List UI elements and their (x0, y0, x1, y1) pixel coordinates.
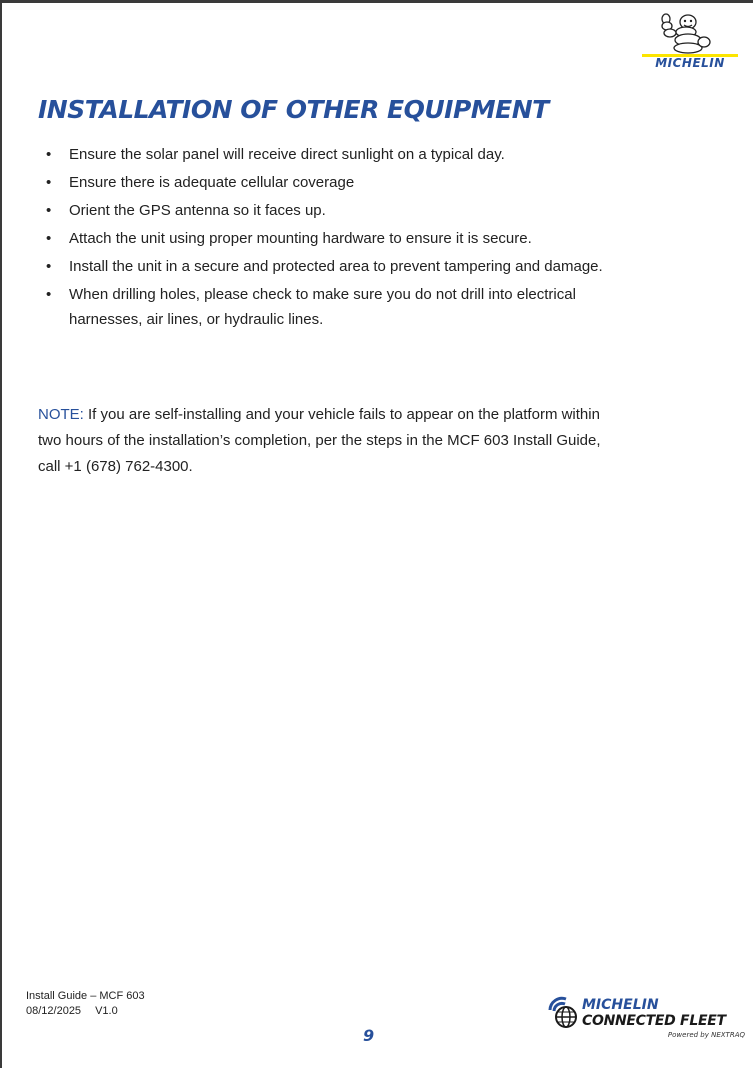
michelin-logo (640, 12, 740, 74)
connected-fleet-line1: MICHELIN (582, 997, 659, 1013)
footer-doc-info (26, 989, 145, 1019)
equipment-bullet-list (42, 142, 612, 335)
connected-fleet-tagline: Powered by NEXTRAQ (667, 1031, 745, 1039)
connected-fleet-line2: CONNECTED FLEET (582, 1013, 726, 1029)
note-label: NOTE: (38, 406, 84, 423)
list-item: • Attach the unit using proper mounting hardware to ensure it is secure. (42, 226, 612, 251)
list-item: • Ensure the solar panel will receive direct sunlight on a typical day. (42, 142, 612, 167)
note-text: If you are self-installing and your vehicle fails to appear on the platform within two hours of the installation’s completion, per the steps in the MCF 603 Install Guide, call +1 (678) 762-4300. (38, 406, 601, 475)
bullet-icon: • (46, 286, 52, 303)
list-item: • When drilling holes, please check to make sure you do not drill into electrical harnesses, air lines, or hydraulic lines. (42, 282, 612, 332)
michelin-man-icon (652, 12, 718, 56)
list-item: • Orient the GPS antenna so it faces up. (42, 198, 612, 223)
footer-date: 08/12/2025 (26, 1005, 82, 1017)
bullet-icon: • (46, 230, 52, 247)
list-item: • Install the unit in a secure and protected area to prevent tampering and damage. (42, 254, 612, 279)
install-note (38, 402, 608, 480)
bullet-icon: • (46, 258, 52, 275)
bullet-icon: • (46, 146, 52, 163)
connected-fleet-globe-icon (546, 996, 580, 1030)
michelin-wordmark: MICHELIN (655, 56, 725, 70)
section-title: INSTALLATION OF OTHER EQUIPMENT (38, 95, 549, 124)
footer-version: V1.0 (95, 1005, 118, 1017)
page-left-border (0, 0, 2, 1068)
footer-doc-title: Install Guide – MCF 603 (26, 990, 145, 1002)
page-number: 9 (363, 1026, 375, 1045)
connected-fleet-logo (546, 994, 751, 1042)
bullet-icon: • (46, 202, 52, 219)
bullet-icon: • (46, 174, 52, 191)
list-item: • Ensure there is adequate cellular coverage (42, 170, 612, 195)
page-top-border (0, 0, 753, 3)
